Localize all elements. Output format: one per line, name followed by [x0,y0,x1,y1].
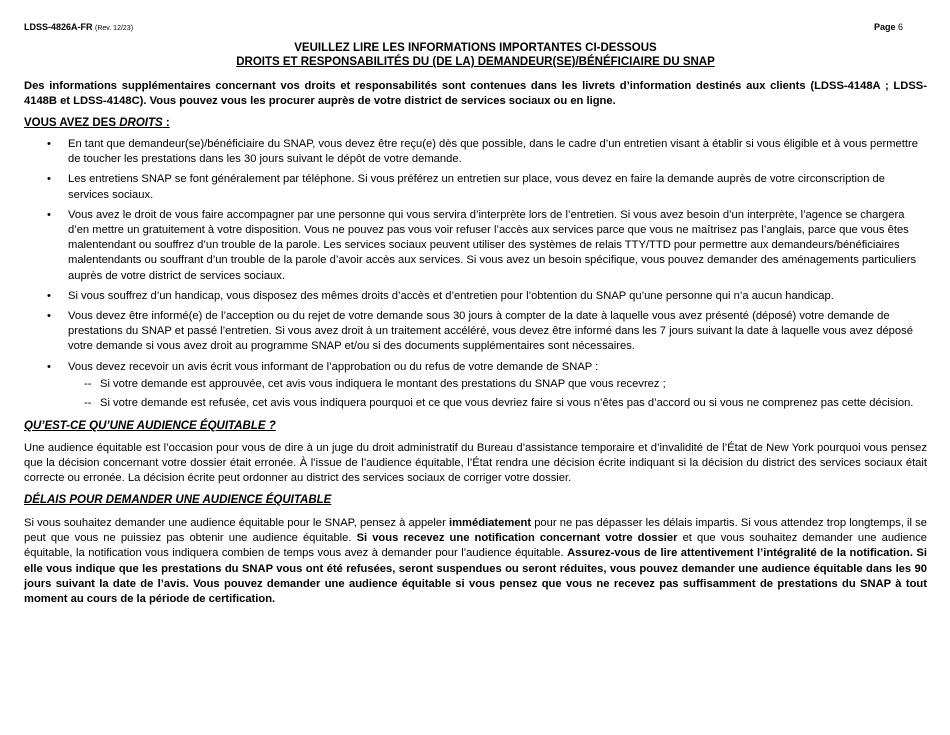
notice-sub-item-1-text: Si votre demande est approuvée, cet avis vous indiquera le montant des prestations du SNAP que vous recevrez ; [100,377,666,390]
rights-item-6-text: Vous devez recevoir un avis écrit vous informant de l’approbation ou du refus de votre demande de SNAP : [68,360,599,373]
notice-sub-item-2 [68,396,927,411]
form-id: LDSS-4826A-FR [24,22,93,32]
form-revision: (Rev. 12/23) [95,25,134,32]
rights-heading-prefix: VOUS AVEZ DES [24,117,120,129]
hearing-heading: QU’EST-CE QU’UNE AUDIENCE ÉQUITABLE ? [24,420,276,432]
deadlines-paragraph [24,516,927,607]
intro-paragraph: Des informations supplémentaires concernant vos droits et responsabilités sont contenues dans les livrets d’information destinés aux clients (LDSS-4148A ; LDSS-4148B et LDSS-4148C). Vous pouvez vous les procurer auprès de votre district de services sociaux ou en ligne. [24,80,927,108]
deadlines-heading: DÉLAIS POUR DEMANDER UNE AUDIENCE ÉQUITABLE [24,494,332,506]
notice-sub-item-2-text: Si votre demande est refusée, cet avis vous indiquera pourquoi et ce que vous devriez faire si vous n’êtes pas d’accord ou si vous ne comprenez pas cette décision. [100,397,914,410]
rights-item-4: • Si vous souffrez d’un handicap, vous disposez des mêmes droits d’accès et d’entretien pour l’obtention du SNAP qu’une personne qui n’a aucun handicap. [24,289,927,304]
deadlines-bold-2: Si vous recevez une notification concernant votre dossier [356,532,678,545]
document-page [24,0,927,735]
deadlines-text-1: Si vous souhaitez demander une audience équitable pour le SNAP, pensez à appeler [24,517,449,529]
deadlines-text-3: et que vous souhaitez demander une audience équitable, la notification vous indiquera combien de temps vous avez à demander pour l’audience équitable. [24,532,928,560]
rights-item-2: • Les entretiens SNAP se font généralement par téléphone. Si vous préférez un entretien sur place, vous devez en faire la demande auprès de votre circonscription de services sociaux. [24,172,927,202]
dash-marker: -- [84,397,92,410]
notice-sub-list [68,377,927,411]
rights-heading [24,117,170,129]
rights-heading-suffix: : [162,117,170,129]
rights-item-1: • En tant que demandeur(se)/bénéficiaire du SNAP, vous devez être reçu(e) dès que possible, dans le cadre d’un entretien visant à établir si vous éligible et à vous permettre de toucher les prestations dans les 30 jours suivant le dépôt de votre demande. [24,137,927,167]
rights-item-6 [24,360,927,412]
rights-item-5: • Vous devez être informé(e) de l’acception ou du rejet de votre demande sous 30 jours à compter de la date à laquelle vous avez présenté (déposé) votre demande de prestations du SNAP et passé l’entretien. Si vous avez droit à un traitement accéléré, vous devez être informé dans les 7 jours suivant la date à laquelle vous avez déposé votre demande si vous avez droit au programme SNAP et/ou si des documents supplémentaires sont nécessaires. [24,309,927,355]
notice-sub-item-1 [68,377,927,392]
page-label: Page [873,22,896,32]
title-line-2: DROITS ET RESPONSABILITÉS DU (DE LA) DEMANDEUR(SE)/BÉNÉFICIAIRE DU SNAP [236,56,715,68]
page-header [24,22,927,32]
document-title [24,41,927,69]
rights-heading-italic: DROITS [119,117,163,129]
hearing-paragraph: Une audience équitable est l’occasion pour vous de dire à un juge du droit administratif du Bureau d’assistance temporaire et d’invalidité de l’État de New York pourquoi vous pensez que la décision concernant votre dossier était erronée. À l’issue de l’audience équitable, l’État rendra une décision écrite indiquant si la décision du district des services sociaux était correcte ou erronée. La décision écrite peut ordonner au district des services sociaux de corriger votre dossier. [24,442,927,485]
page-indicator [874,22,903,32]
title-line-1: VEUILLEZ LIRE LES INFORMATIONS IMPORTANTES CI-DESSOUS [294,42,657,54]
rights-item-3: • Vous avez le droit de vous faire accompagner par une personne qui vous servira d’interprète lors de l’entretien. Si vous avez besoin d’un interprète, l’agence se chargera d’en mettre un gratuitement à votre disposition. Vous ne pouvez pas vous voir refuser l’accès aux services parce que vous ne maîtrisez pas l’anglais, parce que vous êtes malentendant ou souffrez d’un trouble de la parole. Les services sociaux peuvent utiliser des systèmes de relais TTY/TTD pour permettre aux demandeurs/bénéficiaires malentendants ou souffrant d’un trouble de la parole d’avoir accès aux services. Si vous avez un besoin spécifique, vous pouvez demander des aménagements particuliers auprès de votre district de services sociaux. [24,208,927,284]
deadlines-bold-1: immédiatement [448,517,532,529]
rights-list [24,137,927,416]
page-number: 6 [897,22,903,32]
deadlines-bold-3: Assurez-vous de lire attentivement l’intégralité de la notification. Si elle vous indique que les prestations du SNAP vous ont été refusées, seront suspendues ou seront réduites, vous pouvez demander une audience équitable dans les 90 jours suivant la date de l’avis. Vous pouvez demander une audience équitable si vous pensez que vous ne recevez pas suffisamment de prestations du SNAP à tout moment au cours de la période de certification. [24,547,927,606]
deadlines-text-2: pour ne pas dépasser les délais impartis. Si vous attendez trop longtemps, il se peut que vous ne puissiez pas obtenir une audience équitable. [24,517,927,545]
dash-marker: -- [84,377,92,390]
